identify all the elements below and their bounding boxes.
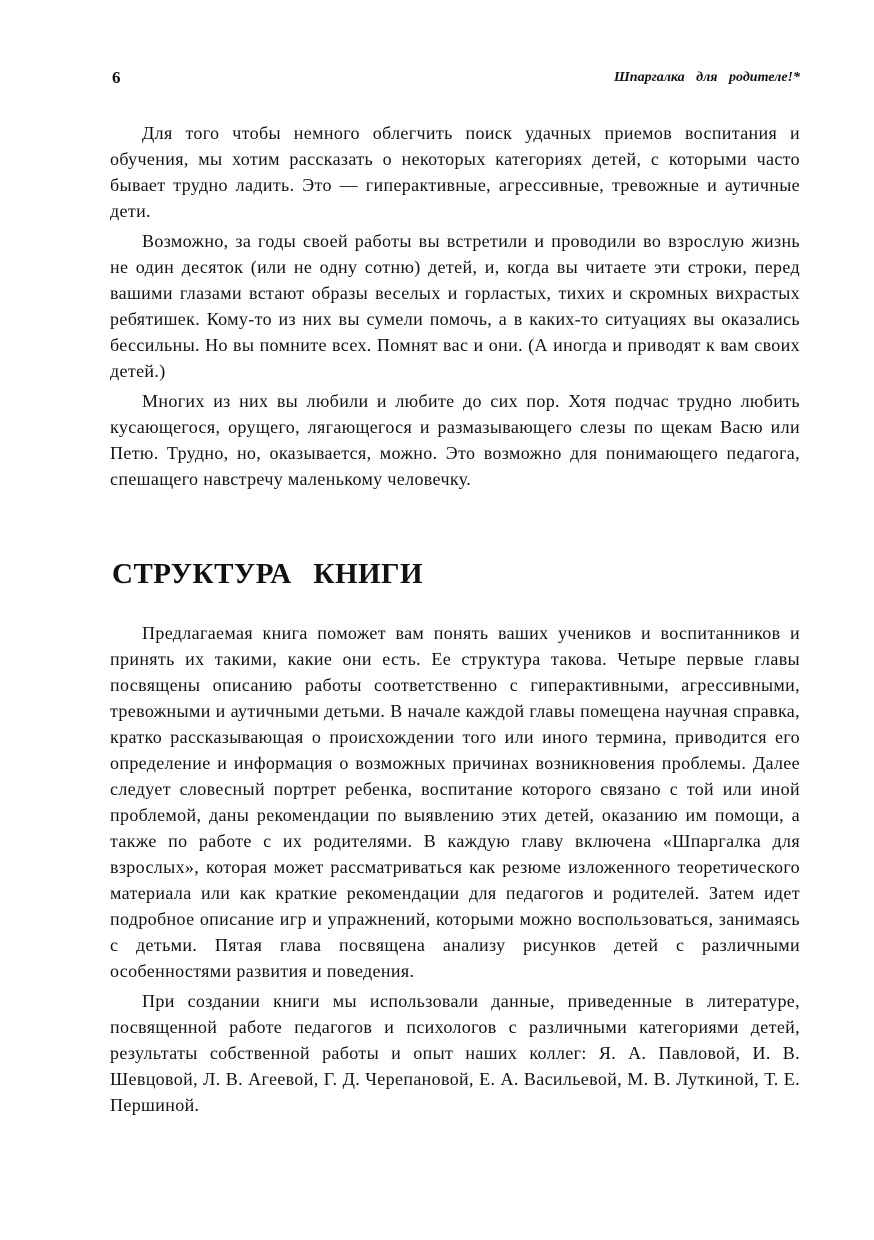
running-title: Шпаргалка для родителе!* — [614, 70, 800, 85]
section-paragraph: Предлагаемая книга поможет вам понять ваших учеников и воспитанников и принять их такими, какие они есть. Ее структура такова. Четыре первые главы посвящены описанию работы соответственно с гиперактивными, агрессивными, тревожными и аутичными детьми. В начале каждой главы помещена научная справка, кратко рассказывающая о происхождении того или иного термина, приводится его определение и информация о возможных причинах возникновения проблемы. Далее следует словесный портрет ребенка, воспитание которого связано с той или иной проблемой, даны рекомендации по выявлению этих детей, оказанию им помощи, а также по работе с их родителями. В каждую главу включена «Шпаргалка для взрослых», которая может рассматриваться как резюме изложенного теоретического материала или как краткие рекомендации для педагогов и родителей. Затем идет подробное описание игр и упражнений, которыми можно воспользоваться, занимаясь с детьми. Пятая глава посвящена анализу рисунков детей с различными особенностями развития и поведения. — [110, 623, 800, 981]
intro-text-block — [110, 120, 800, 496]
section-text-block — [110, 620, 800, 1122]
intro-paragraph: Возможно, за годы своей работы вы встретили и проводили во взрослую жизнь не один десяток (или не одну сотню) детей, и, когда вы читаете эти строки, перед вашими глазами встают образы веселых и горластых, тихих и скромных вихрастых ребятишек. Кому-то из них вы сумели помочь, а в каких-то ситуациях вы оказались бессильны. Но вы помните всех. Помнят вас и они. (А иногда и приводят к вам своих детей.) — [110, 231, 800, 381]
intro-paragraph: Для того чтобы немного облегчить поиск удачных приемов воспитания и обучения, мы хотим рассказать о некоторых категориях детей, с которыми часто бывает трудно ладить. Это — гиперактивные, агрессивные, тревожные и аутичные дети. — [110, 123, 800, 221]
section-heading: СТРУКТУРА КНИГИ — [112, 558, 424, 590]
page-number: 6 — [112, 68, 121, 87]
intro-paragraph: Многих из них вы любили и любите до сих пор. Хотя подчас трудно любить кусающегося, орущего, лягающегося и размазывающего слезы по щекам Васю или Петю. Трудно, но, оказывается, можно. Это возможно для понимающего педагога, спешащего навстречу маленькому человечку. — [110, 391, 800, 489]
page-header — [112, 68, 800, 92]
section-paragraph: При создании книги мы использовали данные, приведенные в литературе, посвященной работе педагогов и психологов с различными категориями детей, результаты собственной работы и опыт наших коллег: Я. А. Павловой, И. В. Шевцовой, Л. В. Агеевой, Г. Д. Черепановой, Е. А. Васильевой, М. В. Луткиной, Т. Е. Першиной. — [110, 991, 800, 1115]
